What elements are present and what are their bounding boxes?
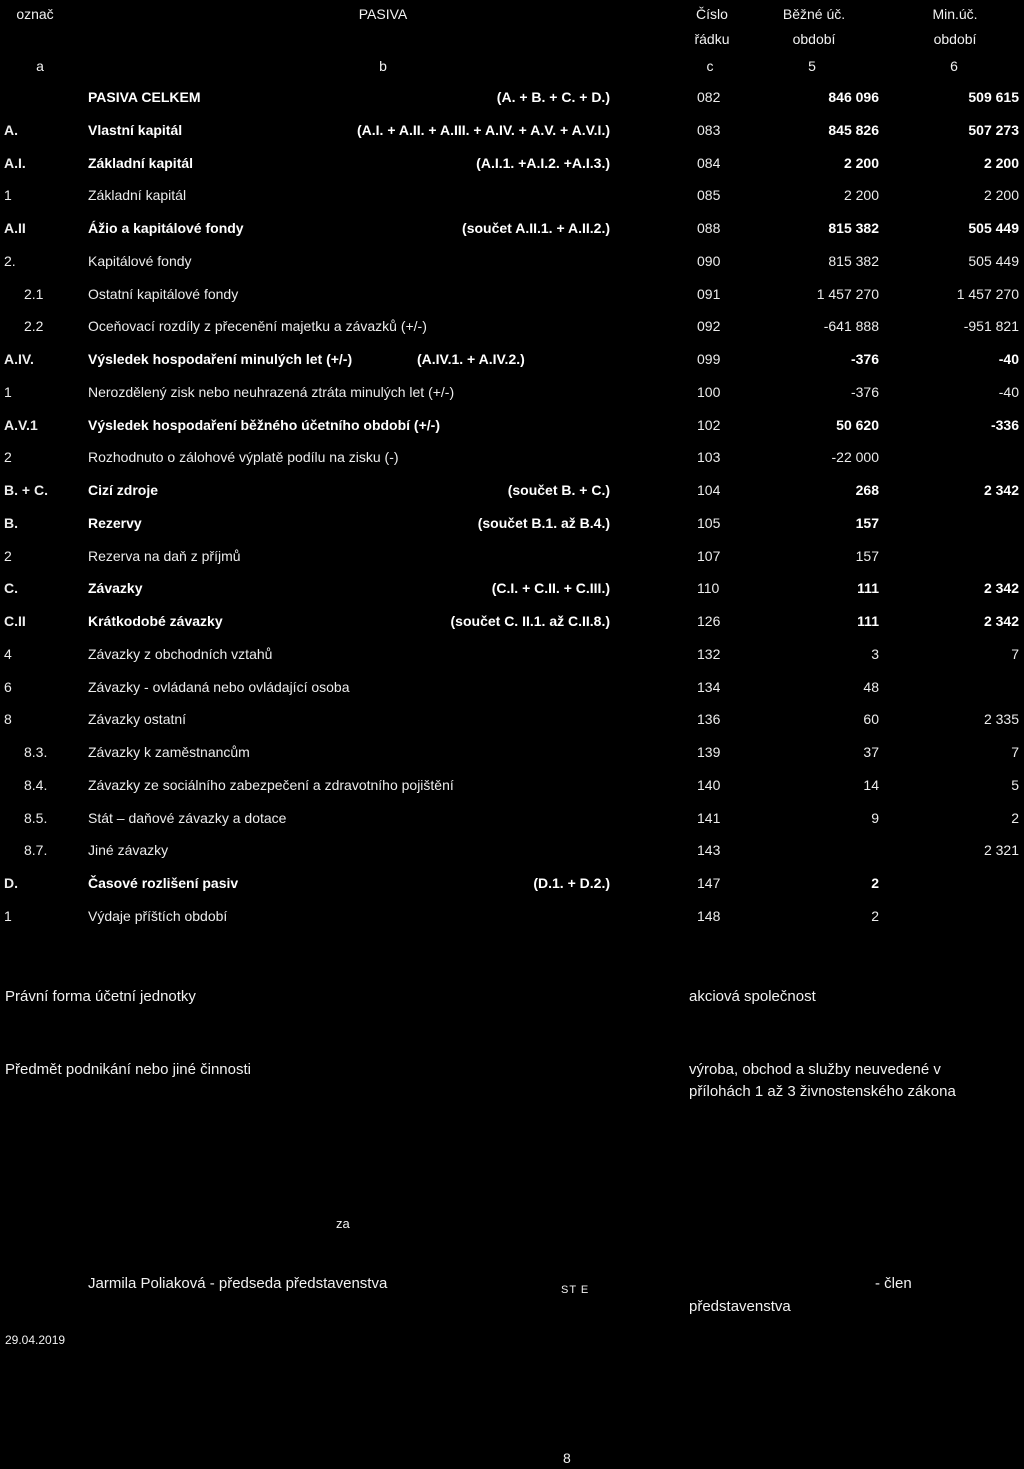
header-bezne-obdobi: období — [792, 31, 836, 47]
row-mark: 6 — [4, 679, 12, 695]
row-previous-period: 505 449 — [968, 220, 1019, 236]
business-value-1: výroba, obchod a služby neuvedené v — [689, 1061, 941, 1078]
row-previous-period: 1 457 270 — [956, 286, 1019, 302]
row-mark: 4 — [4, 646, 12, 662]
header-min-obdobi: období — [933, 31, 977, 47]
row-mark: 1 — [4, 908, 12, 924]
row-line-number: 110 — [697, 580, 720, 596]
table-row — [0, 900, 1024, 932]
legal-form-label: Právní forma účetní jednotky — [5, 988, 196, 1005]
row-formula: (C.I. + C.II. + C.III.) — [491, 580, 610, 596]
row-line-number: 085 — [697, 187, 721, 203]
row-label: Stát – daňové závazky a dotace — [88, 810, 287, 826]
row-current-period: 815 382 — [828, 220, 879, 236]
row-previous-period: 2 342 — [983, 482, 1019, 498]
member-label-2: představenstva — [689, 1298, 791, 1315]
row-label: Rezervy — [88, 515, 142, 531]
header-oznac: označ — [16, 6, 54, 22]
header-pasiva: PASIVA — [358, 6, 408, 22]
col-label-c: c — [706, 58, 714, 74]
row-label: Závazky k zaměstnancům — [88, 744, 250, 760]
table-row — [0, 147, 1024, 179]
row-label: Cizí zdroje — [88, 482, 159, 498]
row-current-period: -22 000 — [831, 449, 879, 465]
table-row — [0, 802, 1024, 834]
table-row — [0, 114, 1024, 146]
header-radku: řádku — [694, 31, 730, 47]
row-line-number: 082 — [697, 89, 721, 105]
row-mark: 2 — [4, 449, 12, 465]
row-line-number: 132 — [697, 646, 721, 662]
row-current-period: 14 — [863, 777, 879, 793]
row-line-number: 100 — [697, 384, 721, 400]
col-label-a: a — [36, 58, 44, 74]
row-current-period: 846 096 — [828, 89, 879, 105]
row-previous-period: -951 821 — [963, 318, 1019, 334]
row-mark: A.II — [4, 220, 26, 236]
signature-date: 29.04.2019 — [5, 1333, 66, 1347]
row-label: Závazky - ovládaná nebo ovládající osoba — [88, 679, 350, 695]
table-row — [0, 671, 1024, 703]
row-formula: (součet B. + C.) — [507, 482, 610, 498]
row-formula: (součet C. II.1. až C.II.8.) — [450, 613, 610, 629]
table-row — [0, 638, 1024, 670]
row-label: Závazky z obchodních vztahů — [88, 646, 273, 662]
row-current-period: 9 — [871, 810, 879, 826]
row-current-period: -376 — [850, 384, 879, 400]
table-row — [0, 81, 1024, 113]
row-label: Základní kapitál — [88, 155, 194, 171]
row-mark: A. — [4, 122, 18, 138]
row-label: Rozhodnuto o zálohové výplatě podílu na zisku (-) — [88, 449, 399, 465]
table-row — [0, 867, 1024, 899]
row-previous-period: 5 — [1011, 777, 1019, 793]
row-formula: (součet B.1. až B.4.) — [477, 515, 610, 531]
row-line-number: 105 — [697, 515, 721, 531]
col-label-6: 6 — [950, 58, 958, 74]
row-label: PASIVA CELKEM — [88, 89, 201, 105]
row-mark: 8 — [4, 711, 12, 727]
table-row — [0, 605, 1024, 637]
row-line-number: 103 — [697, 449, 721, 465]
row-current-period: 2 200 — [843, 187, 879, 203]
row-line-number: 140 — [697, 777, 721, 793]
row-current-period: 37 — [863, 744, 879, 760]
row-previous-period: 509 615 — [968, 89, 1019, 105]
row-mark: D. — [4, 875, 18, 891]
row-line-number: 099 — [697, 351, 721, 367]
row-previous-period: 7 — [1011, 744, 1019, 760]
business-label: Předmět podnikání nebo jiné činnosti — [5, 1061, 251, 1078]
table-row — [0, 409, 1024, 441]
row-current-period: 111 — [857, 613, 879, 629]
row-label: Ážio a kapitálové fondy — [88, 220, 244, 236]
row-previous-period: 507 273 — [968, 122, 1019, 138]
row-current-period: 2 — [871, 908, 879, 924]
table-row — [0, 278, 1024, 310]
row-label: Závazky ze sociálního zabezpečení a zdravotního pojištění — [88, 777, 454, 793]
row-mark: 2.1 — [24, 286, 44, 302]
row-previous-period: 2 335 — [983, 711, 1019, 727]
row-formula: (A.I. + A.II. + A.III. + A.IV. + A.V. + A.V.I.) — [356, 122, 610, 138]
row-line-number: 139 — [697, 744, 721, 760]
row-current-period: -376 — [850, 351, 879, 367]
signer-name: Jarmila Poliaková - předseda představenstva — [88, 1275, 388, 1292]
row-mark: 2. — [4, 253, 16, 269]
row-label: Kapitálové fondy — [88, 253, 192, 269]
col-label-5: 5 — [808, 58, 816, 74]
table-row — [0, 376, 1024, 408]
row-current-period: 50 620 — [836, 417, 879, 433]
row-line-number: 148 — [697, 908, 721, 924]
row-label: Základní kapitál — [88, 187, 187, 203]
table-row — [0, 179, 1024, 211]
table-row — [0, 507, 1024, 539]
row-label: Výdaje příštích období — [88, 908, 228, 924]
row-line-number: 091 — [697, 286, 721, 302]
member-label: - člen — [875, 1275, 912, 1292]
row-mark: A.I. — [4, 155, 26, 171]
row-label: Časové rozlišení pasiv — [88, 875, 239, 891]
row-current-period: 48 — [863, 679, 879, 695]
row-mark: C.II — [4, 613, 26, 629]
row-previous-period: -40 — [998, 351, 1019, 367]
header-bezne: Běžné úč. — [782, 6, 846, 22]
row-mark: C. — [4, 580, 18, 596]
row-label: Rezerva na daň z příjmů — [88, 548, 241, 564]
row-current-period: 3 — [871, 646, 879, 662]
za-label: za — [336, 1216, 350, 1231]
row-line-number: 134 — [697, 679, 721, 695]
row-current-period: -641 888 — [823, 318, 879, 334]
row-line-number: 088 — [697, 220, 721, 236]
row-label: Vlastní kapitál — [88, 122, 183, 138]
row-previous-period: 2 342 — [983, 580, 1019, 596]
table-row — [0, 310, 1024, 342]
row-current-period: 2 — [871, 875, 879, 891]
table-row — [0, 572, 1024, 604]
row-line-number: 104 — [697, 482, 721, 498]
row-line-number: 141 — [697, 810, 721, 826]
table-row — [0, 736, 1024, 768]
table-row — [0, 834, 1024, 866]
row-previous-period: -336 — [990, 417, 1019, 433]
row-line-number: 136 — [697, 711, 721, 727]
stamp-text: ST E — [561, 1284, 590, 1296]
row-formula: (součet A.II.1. + A.II.2.) — [462, 220, 610, 236]
row-formula: (A.I.1. +A.I.2. +A.I.3.) — [476, 155, 610, 171]
row-mark: 2 — [4, 548, 12, 564]
row-current-period: 845 826 — [828, 122, 879, 138]
legal-form-value: akciová společnost — [689, 988, 816, 1005]
row-line-number: 126 — [697, 613, 721, 629]
row-current-period: 60 — [863, 711, 879, 727]
row-formula: (D.1. + D.2.) — [533, 875, 610, 891]
row-mark: B. + C. — [4, 482, 48, 498]
header-min: Min.úč. — [932, 6, 978, 22]
row-formula: (A.IV.1. + A.IV.2.) — [417, 351, 525, 367]
business-value-2: přílohách 1 až 3 živnostenského zákona — [689, 1083, 956, 1100]
row-line-number: 143 — [697, 842, 721, 858]
row-current-period: 815 382 — [828, 253, 879, 269]
row-current-period: 268 — [855, 482, 879, 498]
row-current-period: 1 457 270 — [816, 286, 879, 302]
row-previous-period: 2 200 — [983, 187, 1019, 203]
table-row — [0, 245, 1024, 277]
row-previous-period: 7 — [1011, 646, 1019, 662]
table-row — [0, 441, 1024, 473]
row-current-period: 157 — [855, 515, 879, 531]
row-previous-period: 2 321 — [983, 842, 1019, 858]
row-mark: 1 — [4, 384, 12, 400]
row-mark: 8.7. — [24, 842, 48, 858]
row-mark: 8.5. — [24, 810, 48, 826]
row-mark: 8.4. — [24, 777, 48, 793]
row-label: Krátkodobé závazky — [88, 613, 223, 629]
row-label: Nerozdělený zisk nebo neuhrazená ztráta minulých let (+/-) — [88, 384, 455, 400]
row-line-number: 147 — [697, 875, 721, 891]
row-mark: A.V.1 — [4, 417, 38, 433]
row-current-period: 157 — [855, 548, 879, 564]
row-label: Výsledek hospodaření běžného účetního období (+/-) — [88, 417, 440, 433]
table-row — [0, 769, 1024, 801]
row-line-number: 084 — [697, 155, 721, 171]
page-mark: 8 — [563, 1450, 571, 1466]
col-label-b: b — [379, 58, 387, 74]
row-mark: 2.2 — [24, 318, 44, 334]
table-row — [0, 343, 1024, 375]
row-mark: A.IV. — [4, 351, 34, 367]
header-cislo: Číslo — [696, 6, 728, 22]
row-line-number: 092 — [697, 318, 721, 334]
row-previous-period: 2 — [1011, 810, 1019, 826]
table-row — [0, 703, 1024, 735]
row-mark: 8.3. — [24, 744, 48, 760]
row-line-number: 102 — [697, 417, 721, 433]
row-mark: B. — [4, 515, 18, 531]
row-previous-period: 2 342 — [983, 613, 1019, 629]
row-line-number: 083 — [697, 122, 721, 138]
row-label: Výsledek hospodaření minulých let (+/-) — [88, 351, 353, 367]
table-row — [0, 474, 1024, 506]
row-formula: (A. + B. + C. + D.) — [496, 89, 610, 105]
row-mark: 1 — [4, 187, 12, 203]
row-line-number: 090 — [697, 253, 721, 269]
row-previous-period: -40 — [998, 384, 1019, 400]
row-label: Ostatní kapitálové fondy — [88, 286, 239, 302]
row-previous-period: 2 200 — [983, 155, 1019, 171]
row-label: Závazky — [88, 580, 143, 596]
row-label: Oceňovací rozdíly z přecenění majetku a závazků (+/-) — [88, 318, 427, 334]
row-label: Závazky ostatní — [88, 711, 187, 727]
row-current-period: 2 200 — [843, 155, 879, 171]
row-current-period: 111 — [857, 580, 879, 596]
row-previous-period: 505 449 — [968, 253, 1019, 269]
table-row — [0, 540, 1024, 572]
table-row — [0, 212, 1024, 244]
row-line-number: 107 — [697, 548, 721, 564]
row-label: Jiné závazky — [88, 842, 169, 858]
